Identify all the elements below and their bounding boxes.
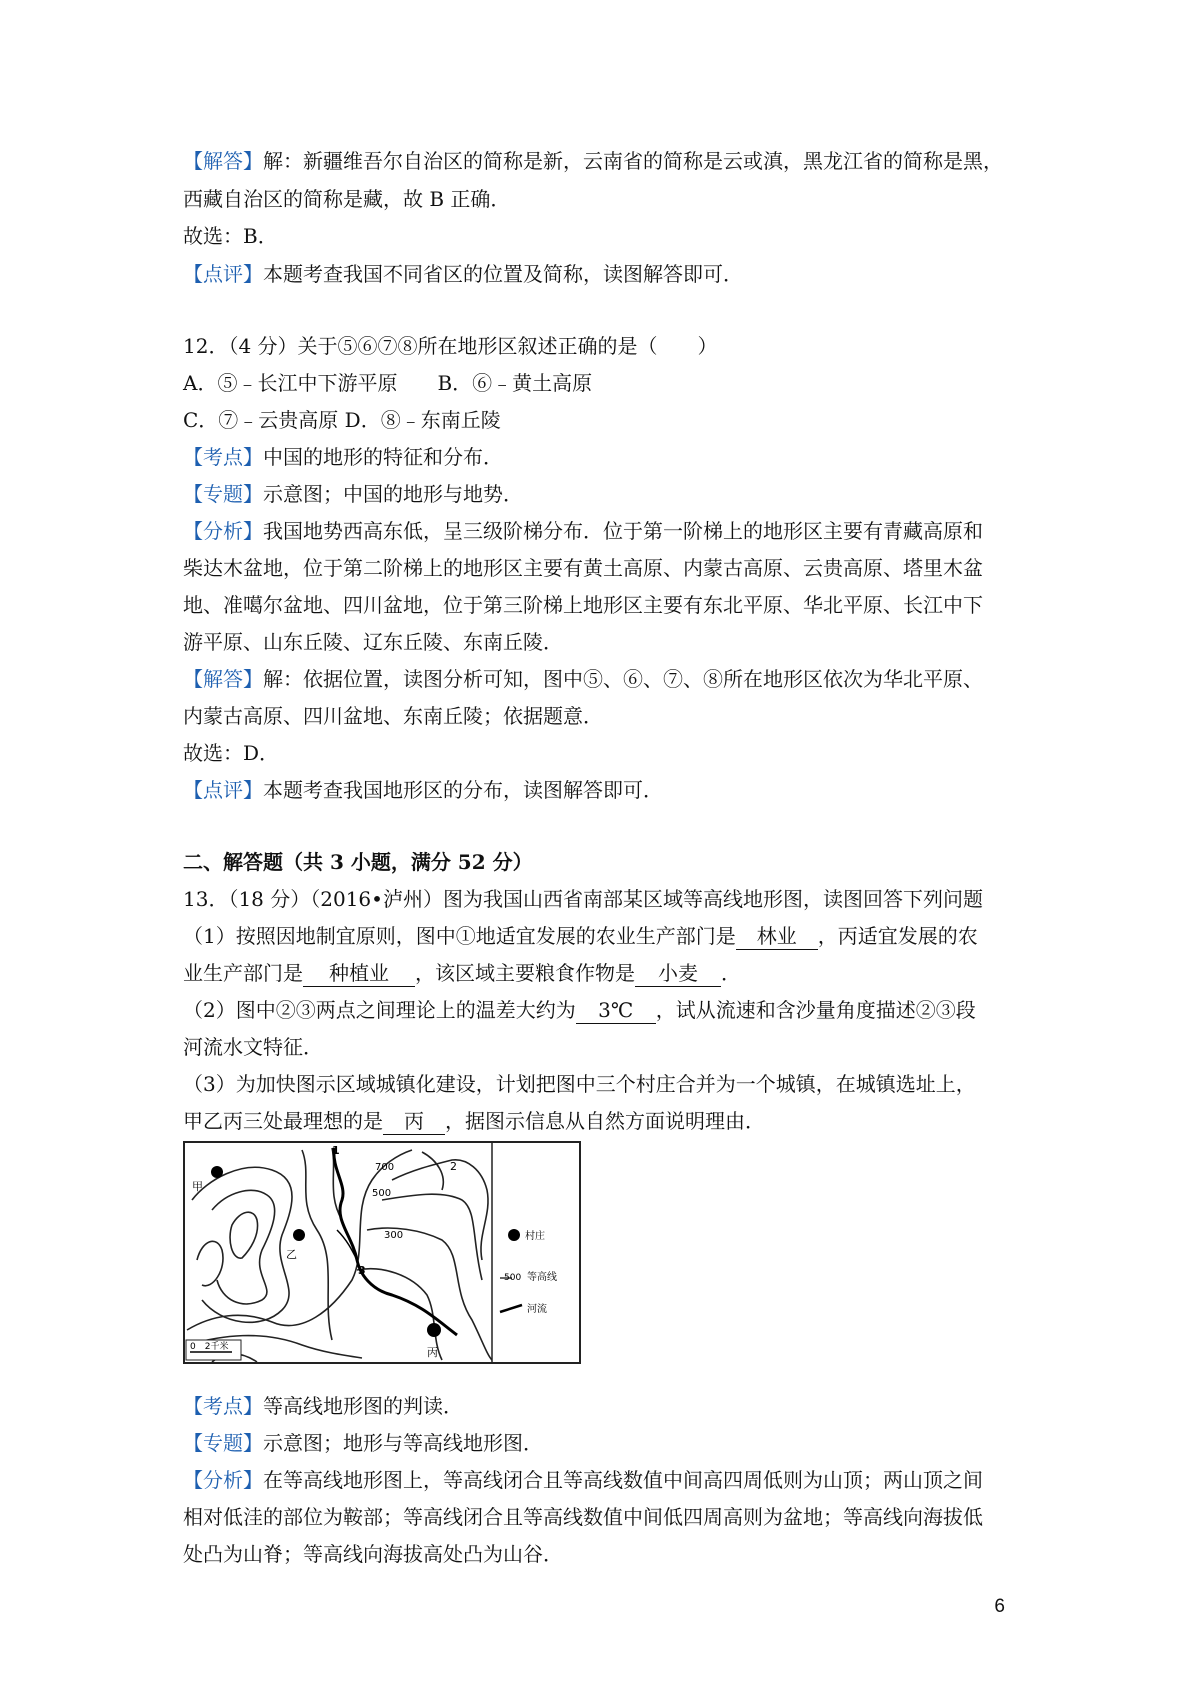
point-3-label: 3 (358, 1264, 366, 1277)
contour-500-label: 500 (372, 1188, 392, 1199)
answer-blank-farming: 种植业 (303, 960, 415, 987)
legend-river-label: 河流 (527, 1304, 547, 1315)
q13-fenxi-line2: 相对低洼的部位为鞍部；等高线闭合且等高线数值中间低四周高则为盆地；等高线向海拔低 (183, 1505, 983, 1529)
q11-choice: 故选：B． (183, 224, 278, 248)
q12-fenxi-line1: 【分析】我国地势西高东低，呈三级阶梯分布．位于第一阶梯上的地形区主要有青藏高原和 (183, 519, 983, 543)
tag-dianping: 【点评】 (183, 262, 263, 286)
q13-zhuanti: 【专题】示意图；地形与等高线地形图． (183, 1431, 543, 1455)
answer-blank-temperature: 3℃ (576, 997, 656, 1024)
contour-700-label: 700 (375, 1162, 395, 1173)
q11-answer-line2: 西藏自治区的简称是藏，故 B 正确． (183, 187, 511, 211)
contour-map-figure (182, 1140, 582, 1365)
q13-part2-line2: 河流水文特征． (183, 1035, 323, 1059)
q13-part1-line2: 业生产部门是 种植业 ，该区域主要粮食作物是 小麦 ． (183, 961, 741, 985)
answer-blank-site: 丙 (383, 1108, 445, 1135)
q12-stem: 12．（4 分）关于⑤⑥⑦⑧所在地形区叙述正确的是（ ） (183, 334, 718, 358)
map-frame (184, 1142, 580, 1363)
scale-label: 0 2千米 (190, 1342, 229, 1352)
q12-jieda-line2: 内蒙古高原、四川盆地、东南丘陵；依据题意． (183, 704, 603, 728)
q13-part3-line1: （3）为加快图示区域城镇化建设，计划把图中三个村庄合并为一个城镇，在城镇选址上， (183, 1072, 976, 1096)
page-number: 6 (994, 1596, 1005, 1617)
q11-answer-line1: 【解答】解：新疆维吾尔自治区的简称是新，云南省的简称是云或滇，黑龙江省的简称是黑， (183, 149, 1003, 173)
q13-part1-line1: （1）按照因地制宜原则，图中①地适宜发展的农业生产部门是 林业 ，丙适宜发展的农 (183, 924, 978, 948)
legend-contour-value: 500 (504, 1273, 522, 1283)
legend-village-symbol (508, 1229, 520, 1241)
legend-village-label: 村庄 (525, 1231, 545, 1242)
q12-zhuanti: 【专题】示意图；中国的地形与地势． (183, 482, 523, 506)
q13-fenxi-line3: 处凸为山脊；等高线向海拔高处凸为山谷． (183, 1542, 563, 1566)
q12-fenxi-line3: 地、准噶尔盆地、四川盆地，位于第三阶梯上地形区主要有东北平原、华北平原、长江中下 (183, 593, 983, 617)
section2-title: 二、解答题（共 3 小题，满分 52 分） (183, 850, 533, 874)
q13-stem: 13．（18 分）（2016•泸州）图为我国山西省南部某区域等高线地形图，读图回答下列问题 (183, 887, 983, 911)
village-yi-label: 乙 (286, 1248, 297, 1261)
tag-jieda: 【解答】 (183, 149, 263, 173)
q12-options-line2: C．⑦﹣云贵高原 D．⑧﹣东南丘陵 (183, 408, 501, 432)
answer-blank-wheat: 小麦 (635, 960, 721, 987)
q12-choice: 故选：D． (183, 741, 280, 765)
q11-review: 【点评】本题考查我国不同省区的位置及简称，读图解答即可． (183, 262, 743, 286)
village-jia-label: 甲 (192, 1180, 203, 1193)
q12-fenxi-line4: 游平原、山东丘陵、辽东丘陵、东南丘陵． (183, 630, 563, 654)
legend-contour-label: 等高线 (527, 1272, 557, 1283)
q12-options-line1: A．⑤﹣长江中下游平原 B．⑥﹣黄土高原 (183, 371, 593, 395)
q13-kaodian: 【考点】等高线地形图的判读． (183, 1394, 463, 1418)
point-1-label: 1 (332, 1144, 340, 1157)
village-bing-label: 丙 (427, 1346, 438, 1359)
answer-blank-forestry: 林业 (736, 923, 818, 950)
village-bing-marker (427, 1323, 441, 1337)
q12-kaodian: 【考点】中国的地形的特征和分布． (183, 445, 503, 469)
point-2-label: 2 (450, 1160, 457, 1173)
contour-300-label: 300 (384, 1230, 404, 1241)
village-yi-marker (293, 1229, 305, 1241)
q13-part3-line2: 甲乙丙三处最理想的是 丙 ，据图示信息从自然方面说明理由． (183, 1109, 765, 1133)
q12-jieda-line1: 【解答】解：依据位置，读图分析可知，图中⑤、⑥、⑦、⑧所在地形区依次为华北平原、 (183, 667, 983, 691)
q12-review: 【点评】本题考查我国地形区的分布，读图解答即可． (183, 778, 663, 802)
village-jia-marker (211, 1166, 223, 1178)
q13-part2-line1: （2）图中②③两点之间理论上的温差大约为 3℃ ，试从流速和含沙量角度描述②③段 (183, 998, 976, 1022)
q12-fenxi-line2: 柴达木盆地，位于第二阶梯上的地形区主要有黄土高原、内蒙古高原、云贵高原、塔里木盆 (183, 556, 983, 580)
q13-fenxi-line1: 【分析】在等高线地形图上，等高线闭合且等高线数值中间高四周低则为山顶；两山顶之间 (183, 1468, 983, 1492)
